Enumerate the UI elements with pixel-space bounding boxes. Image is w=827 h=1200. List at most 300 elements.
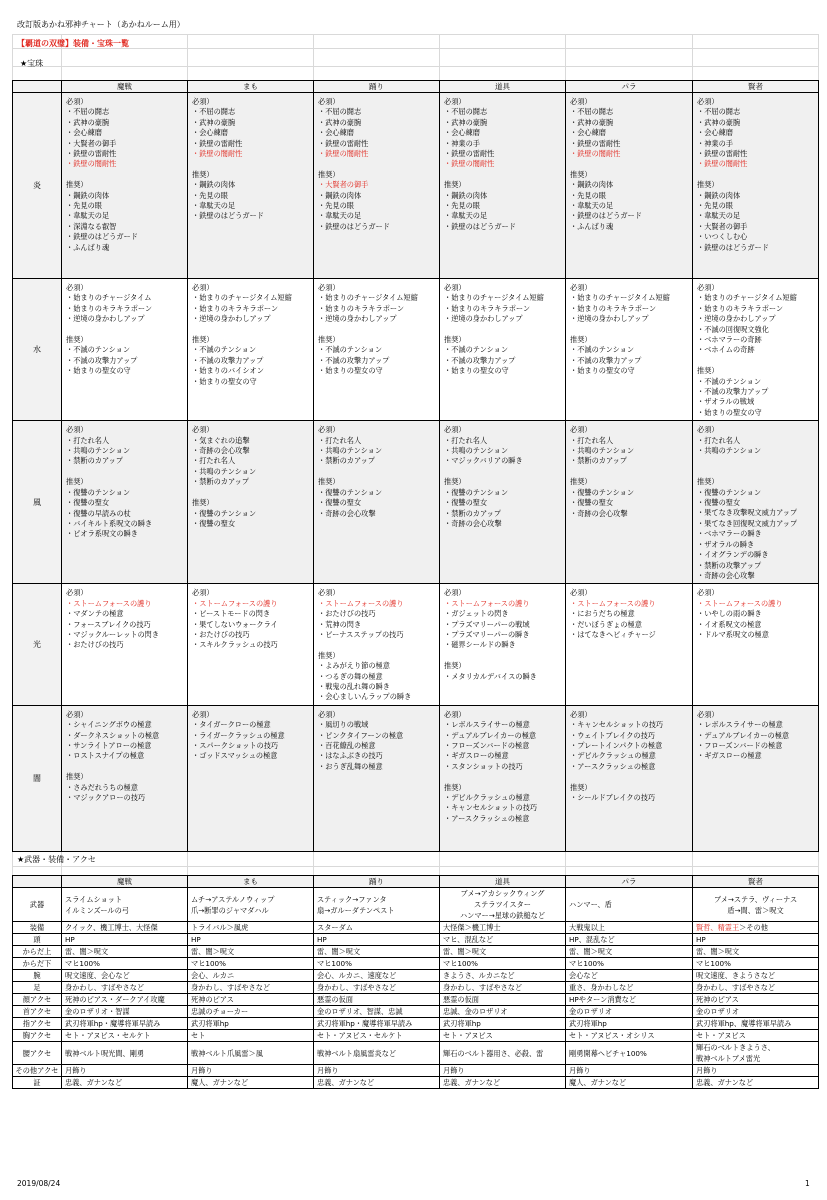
- orb-line: ・韋駄天の足: [192, 201, 236, 211]
- orb-line: ・復讐のテンション: [192, 508, 257, 518]
- equip-cell: [62, 888, 188, 922]
- equip-cell: [314, 1018, 440, 1030]
- equip-line: [65, 1077, 187, 1088]
- orb-line: ・復讐の聖女: [66, 498, 110, 508]
- orb-line: ・共鳴のテンション: [697, 446, 762, 456]
- orb-line: ・武神の豪腕: [66, 117, 110, 127]
- equip-line: [191, 958, 313, 969]
- orb-line: ・デビルクラッシュの極意: [570, 751, 656, 761]
- equip-text: 戦神ベルト扇風雷炎など: [317, 1048, 397, 1058]
- orb-line: ・鉄壁の闇耐性: [318, 149, 369, 159]
- equip-text: 呪文速度、会心など: [65, 971, 130, 980]
- equip-row: [13, 888, 819, 922]
- equip-cell: [188, 982, 314, 994]
- orb-line: ・おたけびの技巧: [66, 640, 124, 650]
- orb-line: ・不屈の闘志: [192, 107, 236, 117]
- orb-cell: [62, 421, 188, 584]
- orb-line: ・鉄壁の闇耐性: [697, 159, 748, 169]
- orb-cell: [566, 705, 693, 851]
- equip-line: [191, 1030, 313, 1041]
- orb-line: 推奨）: [444, 477, 466, 487]
- orb-line: ・鉄壁の雷耐性: [697, 149, 748, 159]
- equip-line: [191, 1048, 313, 1059]
- spacer-line: [192, 488, 311, 498]
- orb-line: ・奇跡の会心攻撃: [444, 518, 502, 528]
- orb-line: ・武神の豪腕: [697, 117, 741, 127]
- orb-line: ・始まりの聖女の守: [318, 366, 383, 376]
- orb-line: ・ウェイトブレイクの技巧: [570, 730, 655, 740]
- orb-line: ・デビルクラッシュの極意: [444, 793, 530, 803]
- equip-line: [696, 1065, 818, 1076]
- orb-line: 推奨）: [192, 335, 214, 345]
- spacer-line: [697, 467, 816, 477]
- orb-line: ・武神の豪腕: [192, 117, 236, 127]
- orb-line: ・さみだれうちの極意: [66, 782, 138, 792]
- equip-line: [569, 899, 692, 910]
- slot-label: からだ上: [13, 946, 62, 958]
- equip-cell: [62, 1006, 188, 1018]
- equip-text: クイック、機工博士、大怪傑: [65, 923, 158, 932]
- orb-line: 推奨）: [444, 335, 466, 345]
- equip-text: HP: [191, 935, 201, 944]
- orb-line: 必須）: [318, 709, 340, 719]
- orb-line: ・始まりのチャージタイム: [66, 293, 152, 303]
- equip-cell: [62, 934, 188, 946]
- orb-line: ・スキルクラッシュの技巧: [192, 640, 278, 650]
- orb-line: ・果てなき回復呪文威力アップ: [697, 518, 798, 528]
- orb-line: ・先見の眼: [570, 190, 606, 200]
- orb-cell: [314, 93, 440, 279]
- orb-line: ・韋駄天の足: [570, 201, 614, 211]
- orb-line: 推奨）: [697, 477, 719, 487]
- orb-line: ・復讐の聖女: [318, 498, 362, 508]
- equip-row: [13, 1018, 819, 1030]
- orb-line: ・不滅の攻撃力アップ: [318, 355, 390, 365]
- equip-cell: [314, 1030, 440, 1042]
- equip-header-corner: [13, 876, 62, 888]
- equip-cell: [188, 1018, 314, 1030]
- orb-line: ・禁断のカアップ: [570, 456, 627, 466]
- equip-cell: [693, 888, 819, 922]
- orb-cell: [440, 421, 566, 584]
- equip-cell: [693, 934, 819, 946]
- spacer-line: [66, 762, 185, 772]
- orb-line: 推奨）: [444, 180, 466, 190]
- equip-cell: [314, 1077, 440, 1089]
- equip-row: [13, 1006, 819, 1018]
- orb-line: ・奇跡の会心攻撃: [318, 508, 376, 518]
- equip-text: 雷、闇＞呪文: [696, 947, 740, 956]
- equip-line: [317, 970, 439, 981]
- equip-text: 月飾り: [65, 1066, 87, 1075]
- orb-line: ・共鳴のテンション: [318, 446, 383, 456]
- orb-line: 必須）: [570, 97, 592, 106]
- grid-line: [12, 48, 818, 49]
- equip-line: [569, 946, 692, 957]
- spacer-line: [318, 325, 437, 335]
- orb-cell: [566, 93, 693, 279]
- orb-line: 推奨）: [66, 772, 88, 782]
- orb-line: 推奨）: [697, 366, 719, 376]
- equip-line: [443, 1065, 565, 1076]
- equip-cell: [62, 1018, 188, 1030]
- equip-cell: [188, 1077, 314, 1089]
- spacer-line: [66, 170, 185, 180]
- job-header: 道具: [440, 876, 566, 888]
- spacer-line: [444, 772, 563, 782]
- orb-line: ・鋼鉄の肉体: [318, 190, 362, 200]
- orb-line: ・鉄壁の雷耐性: [444, 149, 495, 159]
- orb-line: ・韋駄天の足: [697, 211, 741, 221]
- orb-line: 必須）: [570, 283, 592, 292]
- equip-cell: [566, 1030, 693, 1042]
- orb-line: ・ストームフォースの護り: [318, 598, 404, 608]
- equip-line: [65, 905, 187, 916]
- orb-line: ・奇跡の会心攻撃: [570, 508, 628, 518]
- orb-cell: [693, 93, 819, 279]
- equip-line: [317, 922, 439, 933]
- orb-line: 必須）: [444, 588, 466, 598]
- orb-cell: [62, 705, 188, 851]
- element-label: 炎: [13, 93, 62, 279]
- orb-line: ・共鳴のテンション: [66, 446, 131, 456]
- orb-line: 必須）: [192, 283, 214, 292]
- orb-line: ・果てなき攻撃呪文威力アップ: [697, 508, 798, 518]
- spacer-line: [192, 325, 311, 335]
- equip-cell: [188, 970, 314, 982]
- equip-cell: [188, 946, 314, 958]
- equip-line: [443, 958, 565, 969]
- orb-line: ・鉄壁の闇耐性: [192, 149, 243, 159]
- orb-line: ・会心練磨: [697, 128, 733, 138]
- equip-cell: [693, 994, 819, 1006]
- orb-line: ・打たれ名人: [444, 435, 488, 445]
- orb-line: ・復讐の聖女: [697, 498, 741, 508]
- orb-line: ・不屈の闘志: [570, 107, 614, 117]
- job-header: 踊り: [314, 876, 440, 888]
- equip-cell: [62, 1030, 188, 1042]
- orb-cell: [693, 421, 819, 584]
- orb-line: ・デュアルブレイカーの極意: [444, 730, 537, 740]
- orb-line: ・スタンショットの技巧: [444, 761, 523, 771]
- slot-label: 顔アクセ: [13, 994, 62, 1006]
- equip-text: 会心、ルカニ: [191, 971, 235, 980]
- orb-line: 推奨）: [66, 180, 88, 190]
- orb-line: ・ピンクタイフーンの極意: [318, 730, 404, 740]
- orb-line: 推奨）: [66, 477, 88, 487]
- document-title: 改訂版あかね邪神チャート（あかねルーム用）: [17, 20, 185, 29]
- equip-cell: [62, 982, 188, 994]
- spacer-line: [444, 170, 563, 180]
- orb-line: ・イオ系呪文の極意: [697, 619, 762, 629]
- equip-row: [13, 1065, 819, 1077]
- equip-text: 大怪傑＞機工博士: [443, 923, 501, 932]
- grid-line: [187, 34, 188, 80]
- equip-line: [191, 946, 313, 957]
- job-header: パラ: [566, 876, 693, 888]
- equip-text: セト: [191, 1031, 206, 1040]
- equip-cell: [440, 994, 566, 1006]
- orb-line: ・会心練磨: [318, 128, 354, 138]
- orb-line: 推奨）: [66, 335, 88, 345]
- orb-cell: [62, 584, 188, 705]
- orb-line: ・シールドブレイクの技巧: [570, 793, 656, 803]
- equip-text: 身かわし、すばやさなど: [65, 983, 145, 992]
- orb-line: ・おうぎ乱舞の極意: [318, 761, 383, 771]
- orb-line: ・始まりの聖女の守: [697, 407, 762, 417]
- orb-line: ・キャンセルショットの技巧: [570, 720, 664, 730]
- equip-cell: [314, 888, 440, 922]
- orb-line: ・始まりのチャージタイム短縮: [444, 293, 544, 303]
- orb-line: ・始まりのチャージタイム短縮: [570, 293, 670, 303]
- orb-line: ・フローズンバードの極意: [444, 741, 530, 750]
- orb-cell: [440, 705, 566, 851]
- job-header: 踊り: [314, 81, 440, 93]
- footer-date: 2019/08/24: [17, 1179, 61, 1188]
- orb-line: ・奇跡の会心攻撃: [192, 446, 250, 456]
- orb-line: ・逆境の身かわしアップ: [318, 314, 397, 324]
- equip-cell: [440, 982, 566, 994]
- equip-line: [191, 922, 313, 933]
- orb-line: ・共鳴のテンション: [570, 446, 635, 456]
- equip-line: [443, 946, 565, 957]
- equip-line: [191, 1006, 313, 1017]
- orb-line: ・韋駄天の足: [444, 211, 488, 221]
- slot-label: その他アクセ: [13, 1065, 62, 1077]
- orb-line: ・マジックアローの技巧: [66, 793, 146, 803]
- orb-line: 必須）: [66, 97, 88, 106]
- equip-line: [443, 922, 565, 933]
- equip-text: 輝石のベルトきようさ、: [696, 1043, 775, 1052]
- equip-line: [696, 1053, 818, 1064]
- grid-line: [12, 66, 818, 67]
- orb-line: 必須）: [697, 588, 719, 598]
- slot-label: 指アクセ: [13, 1018, 62, 1030]
- equip-text: セト・アヌビス・オシリス: [569, 1031, 655, 1040]
- orb-line: ・不滅の攻撃力アップ: [192, 355, 264, 365]
- orb-line: ・不滅のテンション: [318, 345, 383, 355]
- equip-text: マヒ100%: [696, 959, 731, 968]
- orb-line: ・いつくしむ心: [697, 232, 748, 242]
- grid-line: [313, 34, 314, 80]
- orb-line: ・はなふぶきの技巧: [318, 751, 383, 761]
- equip-text: 賢哲、精霊王: [696, 923, 740, 932]
- equip-line: [65, 958, 187, 969]
- orb-line: 必須）: [318, 97, 340, 106]
- element-label: 水: [13, 279, 62, 421]
- orb-line: 推奨）: [318, 169, 340, 179]
- equip-text: 会心、ルカニ、速度など: [317, 971, 397, 980]
- equip-cell: [188, 934, 314, 946]
- orb-line: ・戦鬼の乱れ舞の瞬き: [318, 681, 390, 691]
- orb-line: 推奨）: [570, 335, 592, 345]
- equip-text: スライムショット: [65, 894, 123, 904]
- equip-cell: [693, 1030, 819, 1042]
- equip-text: ムチ→アステルノウィップ: [191, 894, 275, 904]
- equip-line: [569, 994, 692, 1005]
- orb-line: ・ストームフォースの護り: [697, 598, 783, 608]
- equip-text: マヒ100%: [191, 959, 226, 968]
- equip-cell: [188, 1065, 314, 1077]
- orb-line: ・マダンテの極意: [66, 609, 124, 619]
- equip-text: 身かわし、すばやさなど: [443, 983, 523, 992]
- orb-cell: [314, 584, 440, 705]
- equip-cell: [188, 888, 314, 922]
- orb-line: ・不屈の闘志: [444, 107, 488, 117]
- equip-text: 会心など: [569, 971, 598, 980]
- orb-line: ・よみがえり節の極意: [318, 661, 390, 671]
- equip-text: マヒ100%: [65, 959, 100, 968]
- orb-line: ・武神の豪腕: [570, 117, 614, 127]
- slot-label: 腕: [13, 970, 62, 982]
- equip-row: [13, 1030, 819, 1042]
- orb-line: 必須）: [318, 283, 340, 292]
- orb-cell: [62, 279, 188, 421]
- equip-line: [65, 1030, 187, 1041]
- spacer-line: [697, 170, 816, 180]
- orb-line: ・バイキルト系呪文の瞬き: [66, 518, 153, 528]
- orb-line: 推奨）: [570, 477, 592, 487]
- slot-label: 首アクセ: [13, 1006, 62, 1018]
- orb-line: 必須）: [66, 425, 88, 435]
- equip-line: [317, 1006, 439, 1017]
- orb-line: ・磁界シールドの瞬き: [444, 640, 516, 650]
- equip-text: 月飾り: [443, 1066, 465, 1075]
- equip-cell: [440, 1018, 566, 1030]
- equip-cell: [314, 982, 440, 994]
- equip-text: セト・アヌビス: [696, 1031, 746, 1040]
- equip-line: [65, 922, 187, 933]
- equip-text: 月飾り: [191, 1066, 213, 1075]
- orb-line: ・プレートインパクトの極意: [570, 741, 663, 750]
- equip-line: [65, 894, 187, 905]
- equip-cell: [62, 1042, 188, 1065]
- equip-cell: [693, 1065, 819, 1077]
- orb-cell: [188, 93, 314, 279]
- equip-cell: [693, 1042, 819, 1065]
- equip-text: マヒ100%: [443, 959, 478, 968]
- orb-line: ・ふんばり魂: [570, 221, 614, 231]
- equip-text: 魔人、ガナンなど: [191, 1078, 249, 1087]
- orb-line: ・ビーストモードの閃き: [192, 609, 271, 619]
- equip-cell: [62, 922, 188, 934]
- grid-line: [565, 34, 566, 80]
- orb-line: ・つるぎの舞の極意: [318, 671, 383, 681]
- orb-line: ・マジックバリアの瞬き: [444, 456, 523, 466]
- equip-cell: [440, 1030, 566, 1042]
- equip-line: [317, 905, 439, 916]
- orb-line: 必須）: [318, 425, 340, 435]
- equip-text: 忠義、ガナンなど: [696, 1078, 754, 1087]
- orbs-heading: ★宝珠: [20, 59, 44, 68]
- slot-label: 胸アクセ: [13, 1030, 62, 1042]
- orb-line: ・復讐のテンション: [570, 487, 635, 497]
- equip-text: 盾→間、雷＞呪文: [727, 905, 784, 915]
- equip-cell: [62, 1065, 188, 1077]
- equip-line: [65, 982, 187, 993]
- orb-line: ・鉄壁の雷耐性: [192, 138, 243, 148]
- orb-line: ・復讐の聖女: [192, 518, 236, 528]
- spacer-line: [318, 467, 437, 477]
- orb-line: ・ダークネスショットの極意: [66, 730, 160, 740]
- orb-line: ・シャイニングボウの極意: [66, 720, 152, 730]
- orb-line: ・鋼鉄の肉体: [192, 180, 236, 190]
- equip-cell: [566, 1077, 693, 1089]
- equip-line: [65, 1018, 187, 1029]
- equip-text: 剛勇開幕ヘビチャ100%: [569, 1048, 647, 1058]
- orb-line: ・不滅のテンション: [444, 345, 509, 355]
- orb-line: ・鉄壁のはどうガード: [318, 221, 390, 231]
- equip-text: 呪文速度、きようさなど: [696, 971, 776, 980]
- orb-cell: [314, 705, 440, 851]
- equip-cell: [188, 958, 314, 970]
- equip-text: 雷、闇＞呪文: [443, 947, 487, 956]
- equip-line: [191, 982, 313, 993]
- orb-line: ・不屈の闘志: [697, 107, 741, 117]
- equip-text: ステラツイスター: [474, 900, 531, 909]
- equip-text: ブメ→ステラ、ヴィーナス: [713, 894, 798, 904]
- orb-line: ・不滅の攻撃力アップ: [444, 355, 516, 365]
- spacer-line: [570, 325, 690, 335]
- job-header: まも: [188, 81, 314, 93]
- orb-line: 必須）: [192, 588, 214, 598]
- orb-line: ・武神の豪腕: [444, 117, 488, 127]
- equip-text: 悪霊の仮面: [317, 995, 353, 1004]
- equip-cell: [440, 1042, 566, 1065]
- orb-line: ・ストームフォースの護り: [192, 598, 278, 608]
- orb-line: ・ロストスナイプの極意: [66, 751, 145, 761]
- equip-cell: [62, 970, 188, 982]
- orb-line: ・ベホマラーの瞬き: [697, 529, 762, 539]
- orb-line: ・ベホマラーの奇跡: [697, 335, 762, 345]
- orb-row: [13, 584, 819, 705]
- orb-line: ・はてなきヘビィチャージ: [570, 629, 656, 639]
- grid-line: [818, 34, 819, 80]
- orb-line: ・鋼鉄の肉体: [570, 180, 614, 190]
- equip-line: [693, 894, 818, 905]
- equip-line: [696, 1042, 818, 1053]
- orb-line: ・大賢者の御手: [318, 180, 369, 190]
- orb-line: ・鉄壁の闇耐性: [444, 159, 495, 169]
- equip-cell: [440, 946, 566, 958]
- job-header: 魔戦: [62, 81, 188, 93]
- equip-text: 武刃将軍hp: [569, 1019, 607, 1028]
- section-title: 【覇道の双璧】装備・宝珠一覧: [17, 39, 129, 48]
- orb-cell: [693, 279, 819, 421]
- equip-cell: [440, 934, 566, 946]
- orb-line: ・打たれ名人: [192, 456, 236, 466]
- equip-text-suffix: ＞その他: [739, 923, 768, 932]
- orb-line: ・メタリカルデバイスの瞬き: [444, 671, 537, 681]
- equip-text: 身かわし、すばやさなど: [317, 983, 397, 992]
- orb-line: 必須）: [570, 425, 592, 435]
- equip-text: 戦神ベルト呪光間、剛勇: [65, 1048, 145, 1058]
- equip-line: [191, 1065, 313, 1076]
- slot-label: 腰アクセ: [13, 1042, 62, 1065]
- orb-line: ・始まりのキラキラポーン: [697, 303, 784, 313]
- orb-line: ・不屈の闘志: [66, 107, 110, 117]
- equip-cell: [693, 1018, 819, 1030]
- orb-line: 推奨）: [318, 477, 340, 487]
- equip-line: [569, 970, 692, 981]
- equip-cell: [314, 934, 440, 946]
- orb-line: ・復讐の早読みの杖: [66, 508, 131, 518]
- equip-cell: [440, 958, 566, 970]
- orb-row: [13, 93, 819, 279]
- orb-line: ・先見の眼: [318, 201, 354, 211]
- equip-text: 金のロザリオ、智謀、忠誠: [317, 1007, 403, 1016]
- orb-line: ・不滅のテンション: [570, 345, 635, 355]
